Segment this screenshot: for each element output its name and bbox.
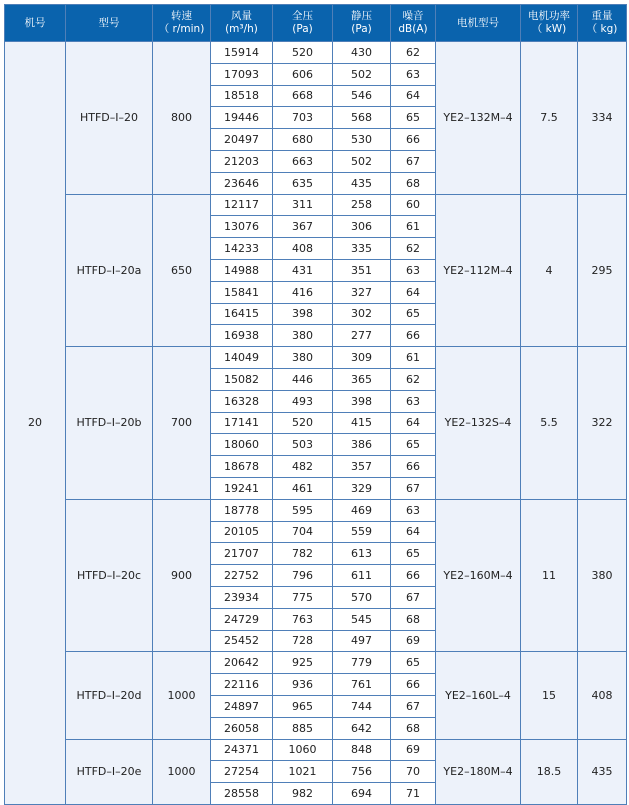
noise-cell: 71 [391, 783, 436, 805]
header-main: 机号 [24, 16, 46, 29]
airflow-cell: 18678 [211, 456, 273, 478]
model-cell: HTFD–I–20c [66, 499, 153, 652]
static-pressure-cell: 430 [333, 42, 391, 64]
static-pressure-cell: 502 [333, 150, 391, 172]
motor-model-cell: YE2–132S–4 [436, 347, 521, 500]
total-pressure-cell: 380 [273, 347, 333, 369]
airflow-cell: 26058 [211, 717, 273, 739]
model-cell: HTFD–I–20b [66, 347, 153, 500]
static-pressure-cell: 357 [333, 456, 391, 478]
static-pressure-cell: 258 [333, 194, 391, 216]
total-pressure-cell: 965 [273, 695, 333, 717]
airflow-cell: 13076 [211, 216, 273, 238]
header-row [5, 5, 627, 42]
speed-cell: 700 [153, 347, 211, 500]
noise-cell: 66 [391, 129, 436, 151]
noise-cell: 63 [391, 499, 436, 521]
static-pressure-cell: 351 [333, 259, 391, 281]
static-pressure-cell: 497 [333, 630, 391, 652]
airflow-cell: 15841 [211, 281, 273, 303]
airflow-cell: 23646 [211, 172, 273, 194]
noise-cell: 65 [391, 652, 436, 674]
weight-cell: 408 [578, 652, 627, 739]
total-pressure-cell: 680 [273, 129, 333, 151]
total-pressure-cell: 1060 [273, 739, 333, 761]
total-pressure-cell: 446 [273, 368, 333, 390]
noise-cell: 64 [391, 281, 436, 303]
table-row [5, 42, 627, 64]
fan-spec-table [4, 4, 627, 805]
header-unit: (m³/h) [225, 23, 258, 35]
motor-power-cell: 7.5 [521, 42, 578, 195]
header-noise [391, 5, 436, 42]
airflow-cell: 15082 [211, 368, 273, 390]
static-pressure-cell: 761 [333, 674, 391, 696]
total-pressure-cell: 925 [273, 652, 333, 674]
total-pressure-cell: 311 [273, 194, 333, 216]
static-pressure-cell: 398 [333, 390, 391, 412]
airflow-cell: 19446 [211, 107, 273, 129]
airflow-cell: 16415 [211, 303, 273, 325]
static-pressure-cell: 559 [333, 521, 391, 543]
header-airflow [211, 5, 273, 42]
airflow-cell: 16938 [211, 325, 273, 347]
static-pressure-cell: 386 [333, 434, 391, 456]
speed-cell: 1000 [153, 739, 211, 804]
noise-cell: 69 [391, 630, 436, 652]
airflow-cell: 18518 [211, 85, 273, 107]
noise-cell: 70 [391, 761, 436, 783]
total-pressure-cell: 367 [273, 216, 333, 238]
static-pressure-cell: 744 [333, 695, 391, 717]
total-pressure-cell: 936 [273, 674, 333, 696]
total-pressure-cell: 461 [273, 477, 333, 499]
weight-cell: 435 [578, 739, 627, 804]
static-pressure-cell: 306 [333, 216, 391, 238]
speed-cell: 650 [153, 194, 211, 347]
noise-cell: 61 [391, 216, 436, 238]
weight-cell: 380 [578, 499, 627, 652]
noise-cell: 65 [391, 303, 436, 325]
airflow-cell: 16328 [211, 390, 273, 412]
static-pressure-cell: 327 [333, 281, 391, 303]
total-pressure-cell: 398 [273, 303, 333, 325]
total-pressure-cell: 595 [273, 499, 333, 521]
noise-cell: 64 [391, 412, 436, 434]
header-motor-model [436, 5, 521, 42]
header-main: 电机功率 [528, 10, 570, 22]
static-pressure-cell: 756 [333, 761, 391, 783]
motor-model-cell: YE2–160M–4 [436, 499, 521, 652]
total-pressure-cell: 416 [273, 281, 333, 303]
noise-cell: 65 [391, 107, 436, 129]
static-pressure-cell: 309 [333, 347, 391, 369]
static-pressure-cell: 302 [333, 303, 391, 325]
header-main: 重量 [591, 10, 613, 22]
total-pressure-cell: 408 [273, 238, 333, 260]
airflow-cell: 12117 [211, 194, 273, 216]
header-unit: dB(A) [398, 23, 428, 35]
header-static-pressure [333, 5, 391, 42]
noise-cell: 68 [391, 717, 436, 739]
speed-cell: 900 [153, 499, 211, 652]
airflow-cell: 22116 [211, 674, 273, 696]
airflow-cell: 20642 [211, 652, 273, 674]
header-main: 风量 [231, 10, 252, 22]
machine-no-cell: 20 [5, 42, 66, 805]
total-pressure-cell: 380 [273, 325, 333, 347]
motor-power-cell: 5.5 [521, 347, 578, 500]
noise-cell: 67 [391, 477, 436, 499]
static-pressure-cell: 848 [333, 739, 391, 761]
header-motor-power [521, 5, 578, 42]
static-pressure-cell: 570 [333, 586, 391, 608]
noise-cell: 67 [391, 695, 436, 717]
total-pressure-cell: 703 [273, 107, 333, 129]
static-pressure-cell: 365 [333, 368, 391, 390]
airflow-cell: 24371 [211, 739, 273, 761]
total-pressure-cell: 635 [273, 172, 333, 194]
motor-model-cell: YE2–160L–4 [436, 652, 521, 739]
speed-cell: 1000 [153, 652, 211, 739]
noise-cell: 66 [391, 456, 436, 478]
header-machine-no [5, 5, 66, 42]
airflow-cell: 18060 [211, 434, 273, 456]
weight-cell: 322 [578, 347, 627, 500]
header-main: 静压 [351, 10, 372, 22]
total-pressure-cell: 782 [273, 543, 333, 565]
noise-cell: 64 [391, 85, 436, 107]
noise-cell: 65 [391, 434, 436, 456]
airflow-cell: 14988 [211, 259, 273, 281]
total-pressure-cell: 520 [273, 42, 333, 64]
header-unit: (Pa) [292, 23, 313, 35]
static-pressure-cell: 546 [333, 85, 391, 107]
static-pressure-cell: 530 [333, 129, 391, 151]
airflow-cell: 24729 [211, 608, 273, 630]
airflow-cell: 17141 [211, 412, 273, 434]
header-unit: （ kW) [531, 23, 567, 35]
static-pressure-cell: 779 [333, 652, 391, 674]
table-row [5, 652, 627, 674]
header-main: 型号 [98, 16, 120, 29]
noise-cell: 64 [391, 521, 436, 543]
noise-cell: 60 [391, 194, 436, 216]
weight-cell: 334 [578, 42, 627, 195]
weight-cell: 295 [578, 194, 627, 347]
header-unit: （ kg) [586, 23, 618, 35]
total-pressure-cell: 520 [273, 412, 333, 434]
model-cell: HTFD–I–20 [66, 42, 153, 195]
total-pressure-cell: 704 [273, 521, 333, 543]
static-pressure-cell: 642 [333, 717, 391, 739]
noise-cell: 62 [391, 238, 436, 260]
motor-model-cell: YE2–180M–4 [436, 739, 521, 804]
static-pressure-cell: 277 [333, 325, 391, 347]
airflow-cell: 19241 [211, 477, 273, 499]
static-pressure-cell: 611 [333, 565, 391, 587]
airflow-cell: 28558 [211, 783, 273, 805]
airflow-cell: 25452 [211, 630, 273, 652]
motor-power-cell: 11 [521, 499, 578, 652]
model-cell: HTFD–I–20d [66, 652, 153, 739]
airflow-cell: 21707 [211, 543, 273, 565]
header-weight [578, 5, 627, 42]
airflow-cell: 24897 [211, 695, 273, 717]
total-pressure-cell: 885 [273, 717, 333, 739]
airflow-cell: 14233 [211, 238, 273, 260]
airflow-cell: 20105 [211, 521, 273, 543]
motor-power-cell: 15 [521, 652, 578, 739]
airflow-cell: 27254 [211, 761, 273, 783]
airflow-cell: 20497 [211, 129, 273, 151]
noise-cell: 67 [391, 586, 436, 608]
speed-cell: 800 [153, 42, 211, 195]
noise-cell: 62 [391, 368, 436, 390]
total-pressure-cell: 796 [273, 565, 333, 587]
airflow-cell: 14049 [211, 347, 273, 369]
total-pressure-cell: 606 [273, 63, 333, 85]
airflow-cell: 21203 [211, 150, 273, 172]
airflow-cell: 17093 [211, 63, 273, 85]
table-body [5, 42, 627, 805]
total-pressure-cell: 493 [273, 390, 333, 412]
static-pressure-cell: 568 [333, 107, 391, 129]
airflow-cell: 23934 [211, 586, 273, 608]
total-pressure-cell: 775 [273, 586, 333, 608]
noise-cell: 66 [391, 325, 436, 347]
header-main: 噪音 [402, 10, 424, 22]
static-pressure-cell: 415 [333, 412, 391, 434]
static-pressure-cell: 545 [333, 608, 391, 630]
motor-power-cell: 4 [521, 194, 578, 347]
noise-cell: 66 [391, 565, 436, 587]
total-pressure-cell: 728 [273, 630, 333, 652]
static-pressure-cell: 469 [333, 499, 391, 521]
total-pressure-cell: 482 [273, 456, 333, 478]
table-row [5, 499, 627, 521]
noise-cell: 61 [391, 347, 436, 369]
noise-cell: 66 [391, 674, 436, 696]
total-pressure-cell: 431 [273, 259, 333, 281]
header-model [66, 5, 153, 42]
noise-cell: 63 [391, 390, 436, 412]
header-main: 全压 [292, 10, 313, 22]
header-unit: (Pa) [351, 23, 372, 35]
static-pressure-cell: 335 [333, 238, 391, 260]
noise-cell: 62 [391, 42, 436, 64]
header-total-pressure [273, 5, 333, 42]
header-main: 转速 [171, 10, 192, 22]
total-pressure-cell: 503 [273, 434, 333, 456]
table-row [5, 739, 627, 761]
header-unit: （ r/min) [158, 23, 205, 35]
noise-cell: 63 [391, 63, 436, 85]
total-pressure-cell: 1021 [273, 761, 333, 783]
total-pressure-cell: 763 [273, 608, 333, 630]
total-pressure-cell: 668 [273, 85, 333, 107]
model-cell: HTFD–I–20e [66, 739, 153, 804]
motor-model-cell: YE2–132M–4 [436, 42, 521, 195]
static-pressure-cell: 613 [333, 543, 391, 565]
static-pressure-cell: 435 [333, 172, 391, 194]
noise-cell: 63 [391, 259, 436, 281]
airflow-cell: 15914 [211, 42, 273, 64]
model-cell: HTFD–I–20a [66, 194, 153, 347]
total-pressure-cell: 663 [273, 150, 333, 172]
header-speed [153, 5, 211, 42]
motor-power-cell: 18.5 [521, 739, 578, 804]
motor-model-cell: YE2–112M–4 [436, 194, 521, 347]
noise-cell: 68 [391, 608, 436, 630]
noise-cell: 65 [391, 543, 436, 565]
header-main: 电机型号 [457, 16, 499, 29]
table-row [5, 194, 627, 216]
noise-cell: 67 [391, 150, 436, 172]
noise-cell: 68 [391, 172, 436, 194]
static-pressure-cell: 694 [333, 783, 391, 805]
airflow-cell: 22752 [211, 565, 273, 587]
total-pressure-cell: 982 [273, 783, 333, 805]
noise-cell: 69 [391, 739, 436, 761]
table-row [5, 347, 627, 369]
airflow-cell: 18778 [211, 499, 273, 521]
static-pressure-cell: 329 [333, 477, 391, 499]
static-pressure-cell: 502 [333, 63, 391, 85]
